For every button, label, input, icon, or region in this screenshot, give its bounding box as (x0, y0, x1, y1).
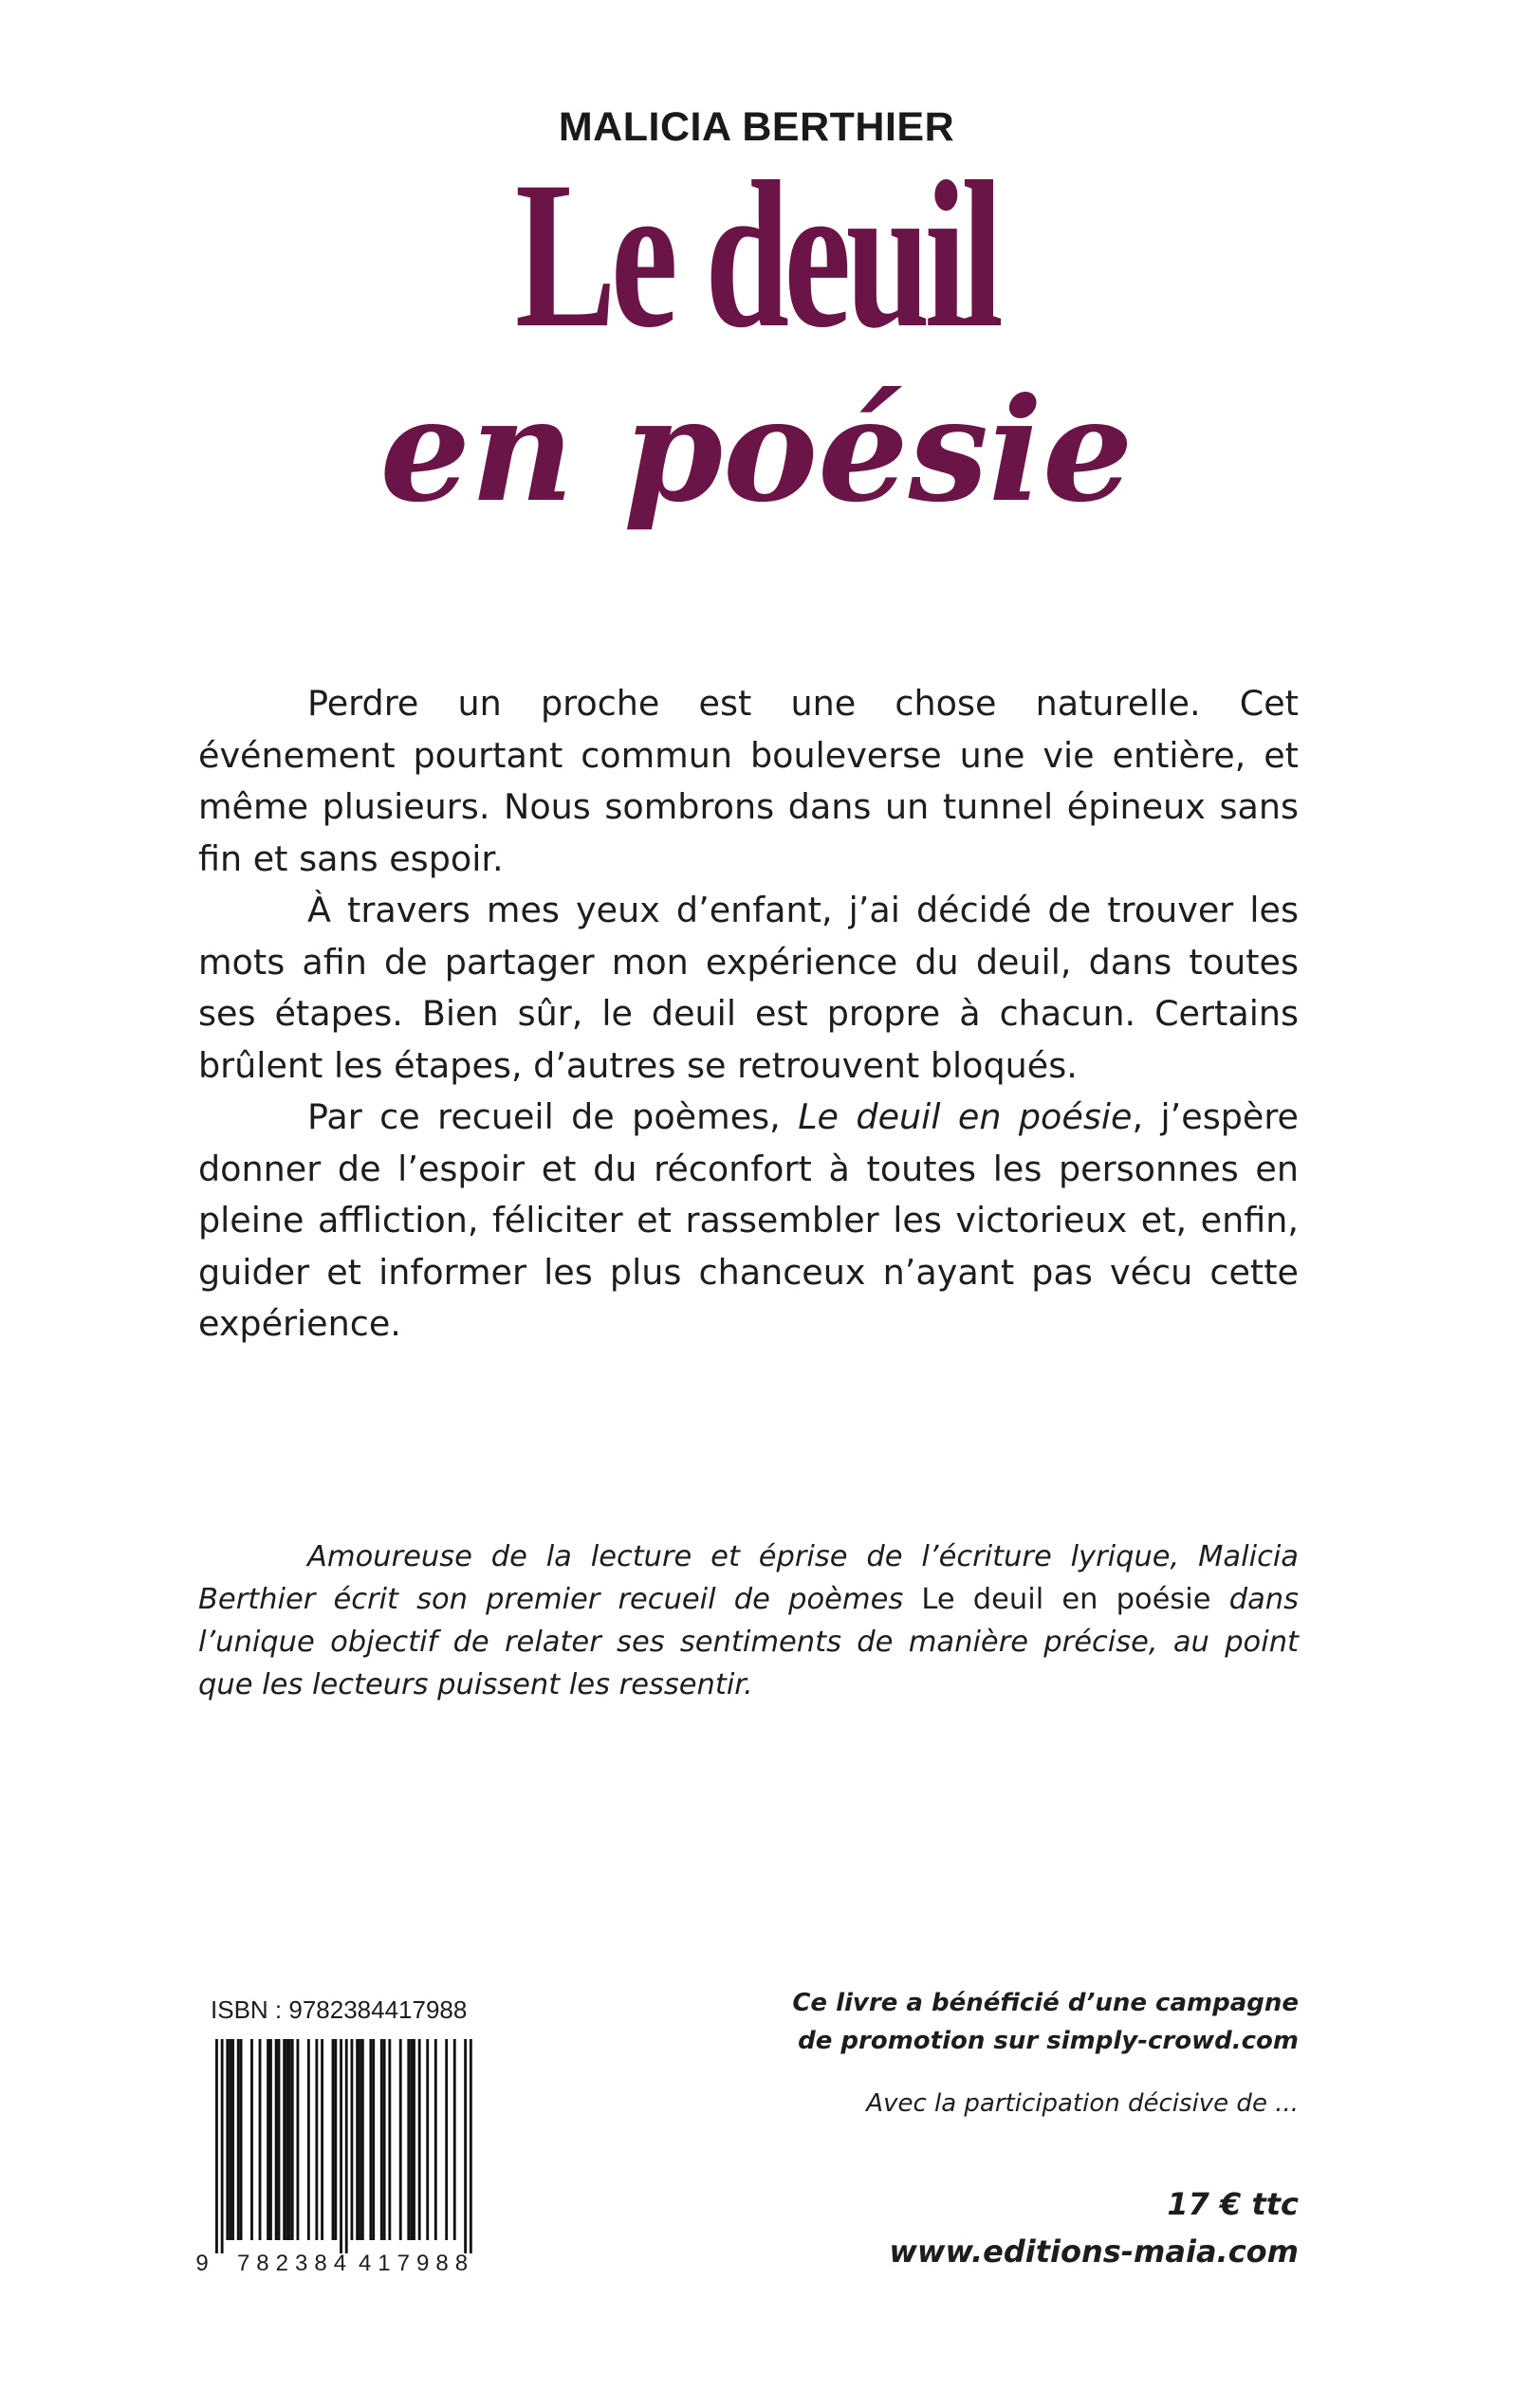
book-subtitle: en poésie (379, 367, 1134, 534)
blurb-text-segment: Par ce recueil de poèmes, (307, 1096, 799, 1137)
barcode-bar (434, 2039, 437, 2240)
author-name: MALICIA BERTHIER (558, 104, 955, 150)
barcode-bar (332, 2039, 335, 2240)
barcode-bar (340, 2039, 342, 2253)
barcode-bar (278, 2039, 281, 2240)
barcode-bar (307, 2039, 310, 2240)
book-title: Le deuil (515, 138, 998, 372)
barcode-bar (269, 2039, 272, 2240)
barcode-bar (410, 2039, 413, 2240)
barcode-bar (221, 2039, 224, 2253)
isbn-barcode (193, 2039, 508, 2276)
barcode-bar (383, 2039, 386, 2240)
barcode-bar (372, 2039, 375, 2240)
barcode-bar (464, 2039, 467, 2253)
campaign-line: Ce livre a bénéficié d’une campagne (792, 1989, 1299, 2017)
barcode-bar (229, 2039, 231, 2240)
barcode-digits-right: 417988 (358, 2251, 475, 2276)
barcode-bar (470, 2039, 472, 2253)
book-title-reference: Le deuil en poésie (798, 1096, 1133, 1137)
publisher-website: www.editions-maia.com (889, 2233, 1299, 2270)
barcode-digits-left: 782384 (236, 2251, 354, 2276)
barcode-bar (388, 2039, 391, 2240)
barcode-bar (445, 2039, 448, 2240)
barcode-bar (250, 2039, 253, 2240)
barcode-bar (297, 2039, 300, 2240)
bio-text-segment: dans l’unique objectif de relater ses sentiments de manière précise, au point que les lecteurs puissent les ressentir. (198, 1583, 1299, 1701)
barcode-bar (407, 2039, 410, 2240)
book-title-reference: Le deuil en poésie (921, 1583, 1211, 1616)
barcode-bar (315, 2039, 318, 2240)
barcode-bar (413, 2039, 415, 2240)
blurb-paragraph: Perdre un proche est une chose naturelle. Cet événement pourtant commun bouleverse une vie entière, et même plusieurs. Nous sombrons dans un tunnel épineux sans fin et sans espoir. (198, 683, 1299, 879)
barcode-bar (361, 2039, 364, 2240)
barcode-bar (334, 2039, 337, 2240)
campaign-note (767, 1984, 1299, 2060)
price: 17 € ttc (1167, 2186, 1299, 2222)
barcode-bar (237, 2039, 240, 2240)
barcode-bar (291, 2039, 294, 2240)
blurb-text-segment: , j’espère donner de l’espoir et du réconfort à toutes les personnes en pleine affliction, féliciter et rassembler les victorieux et, enfin, guider et informer les plus chanceux n’ayant pas vécu cette expérience. (198, 1096, 1299, 1344)
barcode-bar (345, 2039, 348, 2253)
barcode-bar (283, 2039, 286, 2240)
barcode-bar (321, 2039, 323, 2240)
barcode-bar (231, 2039, 234, 2240)
barcode-bar (399, 2039, 402, 2240)
barcode-bar (288, 2039, 291, 2240)
barcode-bar (275, 2039, 278, 2240)
barcode-bar (426, 2039, 429, 2240)
barcode-bar (215, 2039, 218, 2253)
barcode-bar (356, 2039, 359, 2240)
barcode-bar (380, 2039, 383, 2240)
bio-text-segment: Amoureuse de la lecture et éprise de l’écriture lyrique, Malicia Berthier écrit son premier recueil de poèmes (198, 1540, 1299, 1616)
barcode-bar (259, 2039, 262, 2240)
barcode-digit-first: 9 (195, 2251, 209, 2276)
blurb-paragraph: À travers mes yeux d’enfant, j’ai décidé de trouver les mots afin de partager mon expérience du deuil, dans toutes ses étapes. Bien sûr, le deuil est propre à chacun. Certains brûlent les étapes, d’autres se retrouvent bloqués. (198, 890, 1299, 1086)
barcode-bar (267, 2039, 269, 2240)
blurb-paragraph (198, 1092, 1299, 1351)
barcode-bar (369, 2039, 372, 2240)
campaign-line: de promotion sur simply-crowd.com (798, 2027, 1299, 2055)
barcode-bar (286, 2039, 288, 2240)
isbn-label: ISBN : 9782384417988 (211, 1995, 468, 2024)
author-bio (198, 1535, 1299, 1706)
participation-note: Avec la participation décisive de ... (866, 2089, 1299, 2118)
barcode-bar (359, 2039, 361, 2240)
barcode-bar (418, 2039, 421, 2240)
barcode-bar (226, 2039, 229, 2240)
barcode-bar (453, 2039, 456, 2240)
barcode-bar (240, 2039, 243, 2240)
barcode-bar (351, 2039, 354, 2240)
blurb-text (198, 678, 1299, 1351)
